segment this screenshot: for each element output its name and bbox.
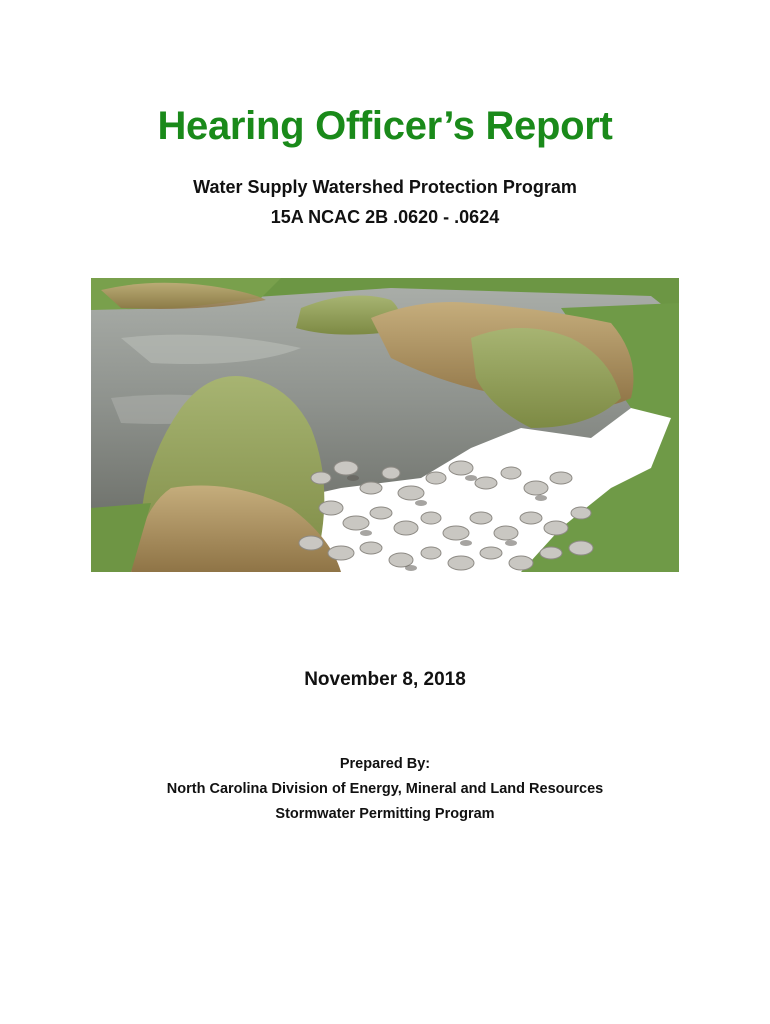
prepared-by-program: Stormwater Permitting Program: [275, 806, 495, 822]
prepared-by-org: North Carolina Division of Energy, Mineral and Land Resources: [166, 781, 604, 797]
wetland-photo: [91, 278, 679, 572]
rule-citation: 15A NCAC 2B .0620 - .0624: [270, 207, 500, 227]
report-title: Hearing Officer’s Report: [157, 104, 613, 148]
report-date: November 8, 2018: [304, 669, 466, 690]
program-name: Water Supply Watershed Protection Program: [193, 177, 577, 197]
prepared-by-label: Prepared By:: [339, 756, 431, 772]
